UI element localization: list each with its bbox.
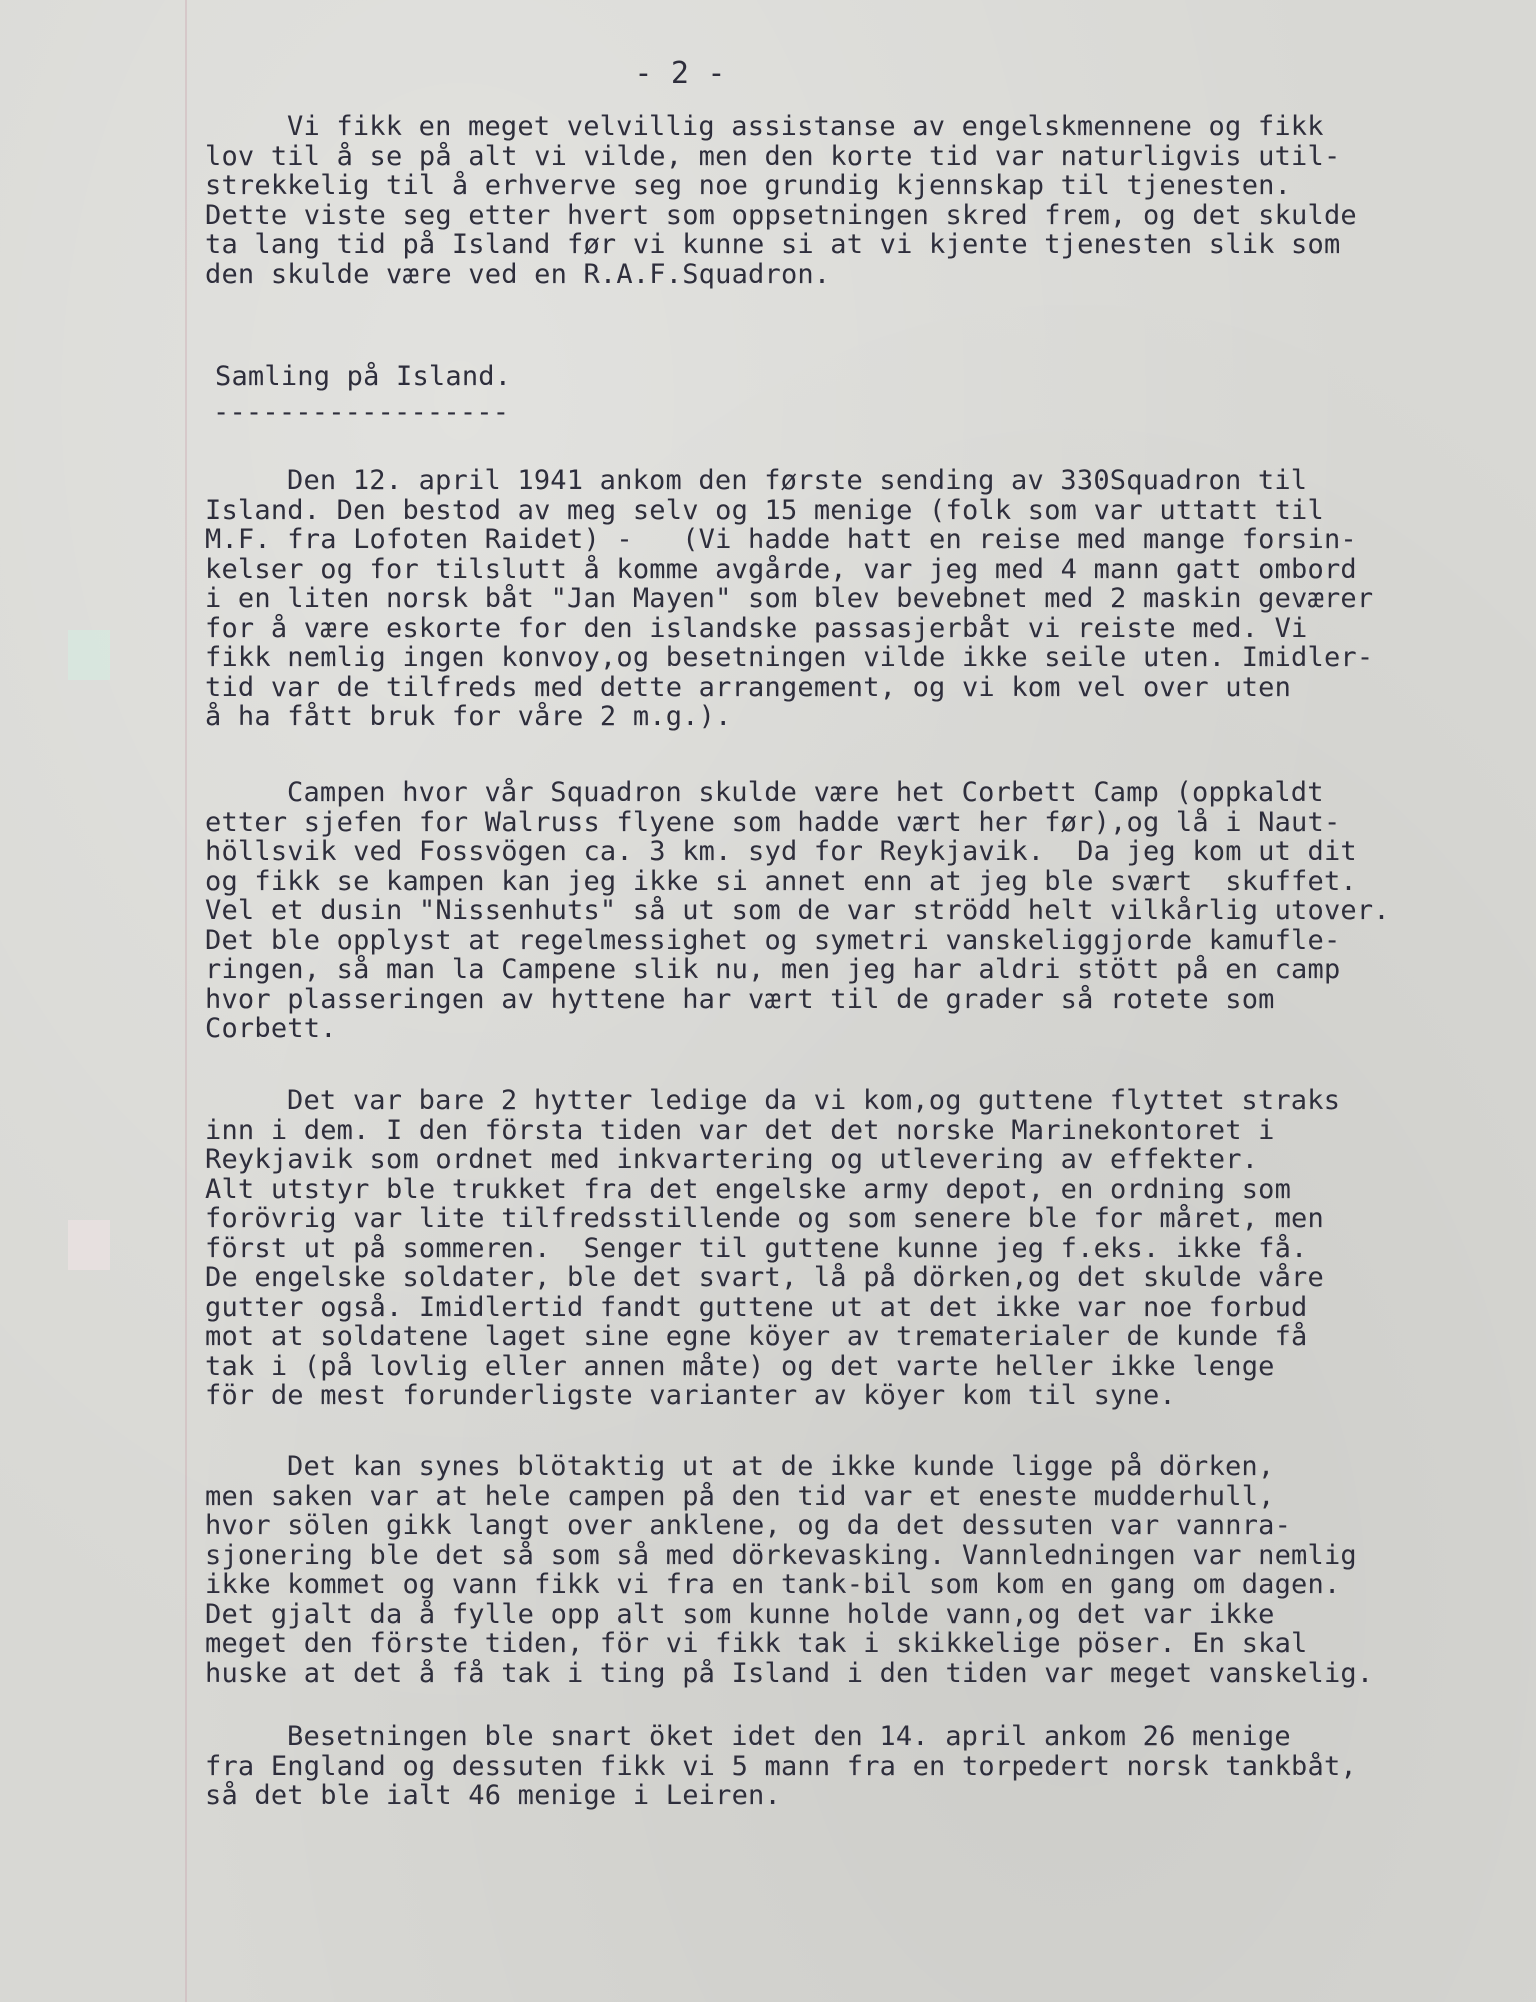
text-line: Det var bare 2 hytter ledige da vi kom,og guttene flyttet straks [287,1085,1341,1116]
text-line: Besetningen ble snart öket idet den 14. april ankom 26 menige [287,1721,1291,1752]
text-line: Corbett. [205,1013,337,1044]
page-number: - 2 - [634,56,726,91]
text-line: å ha fått bruk for våre 2 m.g.). [205,701,732,732]
paragraph-mud [205,1452,1373,1688]
text-line: for å være eskorte for den islandske passasjerbåt vi reiste med. Vi [205,612,1308,644]
text-line: för de mest forunderligste varianter av köyer kom til syne. [205,1380,1176,1411]
text-line: men saken var at hele campen på den tid var et eneste mudderhull, [205,1480,1275,1512]
paragraph-arrival [205,466,1373,732]
text-line: tak i (på lovlig eller annen måte) og det varte heller ikke lenge [205,1350,1275,1382]
text-line: så det ble ialt 46 menige i Leiren. [205,1780,781,1811]
text-line: Dette viste seg etter hvert som oppsetningen skred frem, og det skulde [205,199,1357,231]
text-line: fra England og dessuten fikk vi 5 mann fra en torpedert norsk tankbåt, [205,1750,1357,1782]
text-line: meget den förste tiden, för vi fikk tak i skikkelige pöser. En skal [205,1628,1308,1659]
paragraph-camp [205,778,1390,1044]
text-line: Island. Den bestod av meg selv og 15 menige (folk som var uttatt til [205,494,1324,526]
text-line: mot at soldatene laget sine egne köyer av trematerialer de kunde få [205,1321,1308,1352]
text-line: inn i dem. I den första tiden var det det norske Marinekontoret i [205,1114,1275,1146]
paragraph-crew [205,1722,1357,1811]
text-line: först ut på sommeren. Senger til guttene kunne jeg f.eks. ikke få. [205,1232,1308,1264]
paper-mark [68,630,110,680]
text-line: Det gjalt da å fylle opp alt som kunne holde vann,og det var ikke [205,1598,1275,1630]
text-line: tid var de tilfreds med dette arrangement, og vi kom vel over uten [205,671,1292,703]
text-line: kelser og for tilslutt å komme avgårde, var jeg med 4 mann gatt ombord [205,553,1357,585]
text-line: etter sjefen for Walruss flyene som hadde vært her før),og lå i Naut- [205,806,1341,838]
text-line: Alt utstyr ble trukket fra det engelske army depot, en ordning som [205,1173,1292,1205]
text-line: og fikk se kampen kan jeg ikke si annet enn at jeg ble svært skuffet. [205,865,1357,897]
text-line: lov til å se på alt vi vilde, men den korte tid var naturligvis util- [205,140,1341,172]
text-line: Reykjavik som ordnet med inkvartering og utlevering av effekter. [205,1144,1259,1175]
text-line: huske at det å få tak i ting på Island i den tiden var meget vanskelig. [205,1657,1374,1689]
text-line: höllsvik ved Fossvögen ca. 3 km. syd for Reykjavik. Da jeg kom ut dit [205,836,1357,867]
text-line: Den 12. april 1941 ankom den første sending av 330Squadron til [287,465,1308,496]
text-line: ta lang tid på Island før vi kunne si at vi kjente tjenesten slik som [205,229,1341,260]
paper-mark [68,1220,110,1270]
paragraph-assistance [205,112,1357,289]
text-line: i en liten norsk båt "Jan Mayen" som blev bevebnet med 2 maskin geværer [205,583,1374,614]
text-line: gutter også. Imidlertid fandt guttene ut at det ikke var noe forbud [205,1291,1308,1323]
paragraph-huts [205,1086,1340,1411]
text-line: Vel et dusin "Nissenhuts" så ut som de var strödd helt vilkårlig utover. [205,895,1390,926]
heading-underline: ------------------ [213,397,510,428]
text-line: hvor sölen gikk langt over anklene, og da det dessuten var vannra- [205,1510,1292,1541]
text-line: den skulde være ved en R.A.F.Squadron. [205,258,831,290]
text-line: De engelske soldater, ble det svart, lå på dörken,og det skulde våre [205,1262,1324,1293]
text-line: Det kan synes blötaktig ut at de ikke kunde ligge på dörken, [287,1451,1275,1482]
text-line: Det ble opplyst at regelmessighet og symetri vanskeliggjorde kamufle- [205,924,1341,956]
text-line: sjonering ble det så som så med dörkevasking. Vannledningen var nemlig [205,1539,1357,1571]
text-line: ikke kommet og vann fikk vi fra en tank-bil som kom en gang om dagen. [205,1569,1341,1600]
margin-line [185,0,187,2002]
text-line: hvor plasseringen av hyttene har vært til de grader så rotete som [205,983,1275,1015]
text-line: ringen, så man la Campene slik nu, men jeg har aldri stött på en camp [205,954,1341,985]
text-line: strekkelig til å erhverve seg noe grundig kjennskap til tjenesten. [205,170,1292,201]
text-line: Campen hvor vår Squadron skulde være het Corbett Camp (oppkaldt [287,777,1324,808]
section-heading: Samling på Island. [215,361,512,392]
text-line: fikk nemlig ingen konvoy,og besetningen vilde ikke seile uten. Imidler- [205,642,1374,673]
text-line: forövrig var lite tilfredsstillende og som senere ble for måret, men [205,1203,1324,1234]
text-line: Vi fikk en meget velvillig assistanse av engelskmennene og fikk [287,111,1324,142]
text-line: M.F. fra Lofoten Raidet) - (Vi hadde hatt en reise med mange forsin- [205,524,1357,555]
